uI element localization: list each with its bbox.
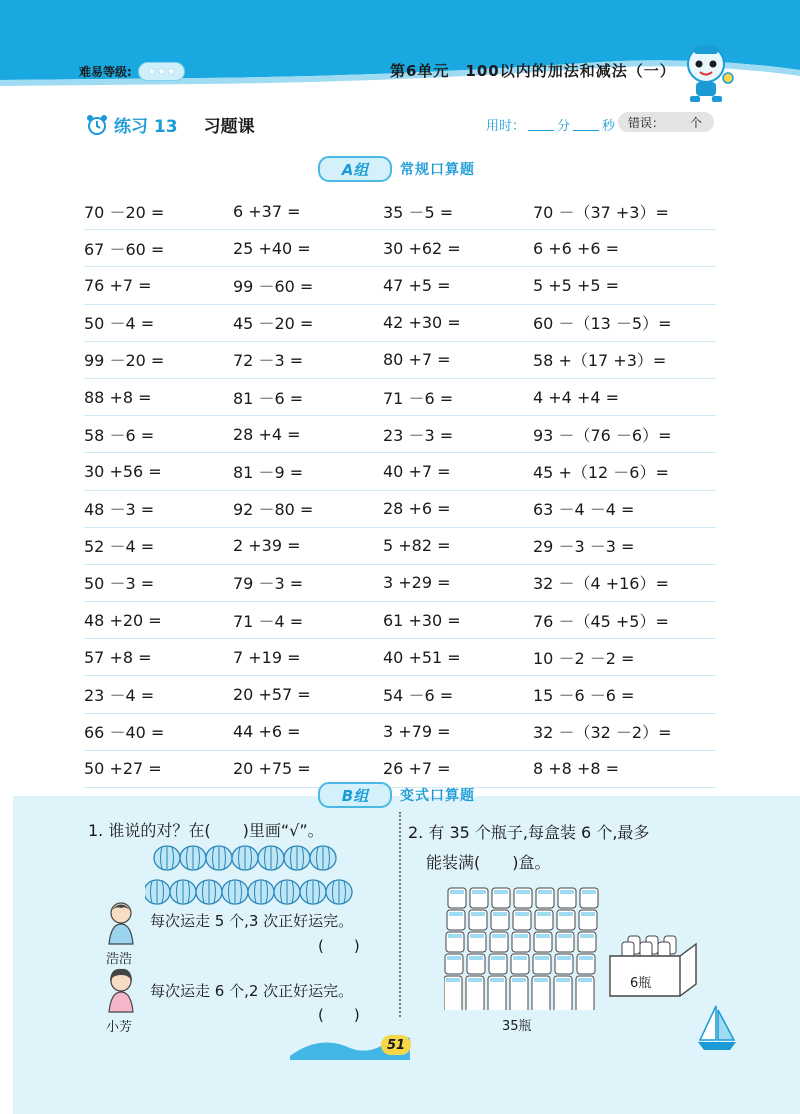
mascot-robot-icon xyxy=(676,40,736,106)
equation-item[interactable]: 61 +30 = xyxy=(383,610,461,630)
unit-title: 第6单元 100以内的加法和减法（一） xyxy=(390,62,676,80)
equation-item[interactable]: 26 +7 = xyxy=(383,759,451,779)
equation-item[interactable]: 48 +20 = xyxy=(84,610,162,630)
equation-row xyxy=(84,565,716,602)
equation-item[interactable]: 54 －6 = xyxy=(383,686,454,706)
column-divider xyxy=(399,812,401,1017)
bottle-box-icon xyxy=(608,932,700,998)
equation-item[interactable]: 7 +19 = xyxy=(233,647,301,667)
watermelon-group-icon xyxy=(145,842,355,912)
equation-item[interactable]: 81 －9 = xyxy=(233,462,304,482)
equation-item[interactable]: 93 －（76 －6）= xyxy=(533,425,672,445)
equation-item[interactable]: 76 －（45 +5）= xyxy=(533,611,669,631)
equation-item[interactable]: 70 －20 = xyxy=(84,202,165,222)
time-used xyxy=(486,115,615,134)
time-label: 用时： xyxy=(486,119,526,134)
question-1-text: 1. 谁说的对？在( )里画“√”。 xyxy=(88,821,324,840)
error-count xyxy=(618,112,714,132)
second-label: 秒 xyxy=(602,119,616,134)
equation-item[interactable]: 15 －6 －6 = xyxy=(533,686,635,706)
equation-row xyxy=(84,528,716,565)
answer-paren-1[interactable]: ( ) xyxy=(318,937,360,955)
group-b-banner xyxy=(318,782,475,808)
equation-item[interactable]: 32 －（4 +16）= xyxy=(533,574,669,594)
question-2-line-2[interactable]: 能装满( )盒。 xyxy=(426,853,551,872)
equation-item[interactable]: 40 +7 = xyxy=(383,461,451,481)
group-a-equations xyxy=(84,193,716,788)
equation-item[interactable]: 32 －（32 －2）= xyxy=(533,723,672,743)
minute-blank[interactable] xyxy=(528,118,554,131)
equation-row xyxy=(84,602,716,639)
equation-row xyxy=(84,676,716,713)
equation-item[interactable]: 4 +4 +4 = xyxy=(533,387,620,407)
answer-paren-2[interactable]: ( ) xyxy=(318,1006,360,1024)
equation-item[interactable]: 67 －60 = xyxy=(84,239,165,259)
equation-row xyxy=(84,342,716,379)
alarm-clock-icon xyxy=(86,114,108,136)
equation-item[interactable]: 30 +56 = xyxy=(84,461,162,481)
group-a-badge: A组 xyxy=(318,156,392,182)
equation-row xyxy=(84,639,716,676)
equation-item[interactable]: 2 +39 = xyxy=(233,536,301,556)
difficulty-stars-cloud xyxy=(138,62,186,81)
equation-item[interactable]: 50 －4 = xyxy=(84,314,155,334)
equation-item[interactable]: 29 －3 －3 = xyxy=(533,537,635,557)
equation-row xyxy=(84,714,716,751)
equation-item[interactable]: 81 －6 = xyxy=(233,388,304,408)
equation-item[interactable]: 28 +6 = xyxy=(383,499,451,519)
haohao-speech: 每次运走 5 个,3 次正好运完。 xyxy=(150,912,354,930)
equation-item[interactable]: 60 －（13 －5）= xyxy=(533,314,672,334)
equation-item[interactable]: 99 －60 = xyxy=(233,276,314,296)
equation-item[interactable]: 79 －3 = xyxy=(233,574,304,594)
equation-row xyxy=(84,267,716,304)
equation-item[interactable]: 88 +8 = xyxy=(84,387,152,407)
question-2-line-1: 2. 有 35 个瓶子,每盒装 6 个,最多 xyxy=(408,823,650,842)
equation-item[interactable]: 20 +75 = xyxy=(233,759,311,779)
equation-item[interactable]: 71 －6 = xyxy=(383,388,454,408)
equation-item[interactable]: 5 +5 +5 = xyxy=(533,275,620,295)
equation-row xyxy=(84,305,716,342)
xiaofang-name: 小芳 xyxy=(106,1020,133,1035)
box-caption: 6瓶 xyxy=(630,976,652,991)
equation-item[interactable]: 44 +6 = xyxy=(233,722,301,742)
group-b-badge: B组 xyxy=(318,782,392,808)
equation-item[interactable]: 76 +7 = xyxy=(84,275,152,295)
difficulty-level xyxy=(79,62,185,81)
equation-item[interactable]: 47 +5 = xyxy=(383,275,451,295)
equation-item[interactable]: 99 －20 = xyxy=(84,351,165,371)
equation-row xyxy=(84,193,716,230)
equation-item[interactable]: 66 －40 = xyxy=(84,723,165,743)
equation-item[interactable]: 92 －80 = xyxy=(233,500,314,520)
page-number: 51 xyxy=(381,1035,411,1055)
group-b-name: 变式口算题 xyxy=(400,788,475,804)
equation-item[interactable]: 40 +51 = xyxy=(383,647,461,667)
equation-item[interactable]: 80 +7 = xyxy=(383,350,451,370)
equation-item[interactable]: 35 －5 = xyxy=(383,202,454,222)
equation-item[interactable]: 6 +37 = xyxy=(233,201,301,221)
equation-item[interactable]: 58 +（17 +3）= xyxy=(533,351,667,371)
equation-item[interactable]: 3 +79 = xyxy=(383,722,451,742)
equation-item[interactable]: 45 －20 = xyxy=(233,314,314,334)
equation-item[interactable]: 48 －3 = xyxy=(84,500,155,520)
equation-item[interactable]: 30 +62 = xyxy=(383,238,461,258)
equation-item[interactable]: 58 －6 = xyxy=(84,425,155,445)
practice-title: 练习 13 xyxy=(114,117,178,137)
xiaofang-speech: 每次运走 6 个,2 次正好运完。 xyxy=(150,982,354,1000)
difficulty-label: 难易等级: xyxy=(79,65,132,79)
bottles-35-icon xyxy=(444,884,604,1010)
haohao-name: 浩浩 xyxy=(106,952,133,967)
bottles-caption: 35瓶 xyxy=(502,1019,532,1034)
equation-row xyxy=(84,230,716,267)
equation-item[interactable]: 45 +（12 －6）= xyxy=(533,462,669,482)
boy-haohao-icon xyxy=(104,900,138,946)
errors-unit: 个 xyxy=(690,115,703,130)
equation-row xyxy=(84,491,716,528)
equation-item[interactable]: 63 －4 －4 = xyxy=(533,500,635,520)
equation-item[interactable]: 6 +6 +6 = xyxy=(533,238,620,258)
star-icon: ★★★ xyxy=(146,65,177,78)
practice-header xyxy=(86,112,255,137)
equation-item[interactable]: 42 +30 = xyxy=(383,313,461,333)
equation-item[interactable]: 50 －3 = xyxy=(84,574,155,594)
equation-item[interactable]: 23 －4 = xyxy=(84,686,155,706)
equation-row xyxy=(84,453,716,490)
minute-label: 分 xyxy=(557,119,571,134)
second-blank[interactable] xyxy=(573,118,599,131)
equation-item[interactable]: 70 －（37 +3）= xyxy=(533,202,669,222)
equation-item[interactable]: 52 －4 = xyxy=(84,537,155,557)
errors-label: 错误： xyxy=(628,115,665,130)
practice-subtitle: 习题课 xyxy=(203,117,255,137)
equation-item[interactable]: 25 +40 = xyxy=(233,238,311,258)
group-a-banner xyxy=(318,156,475,182)
girl-xiaofang-icon xyxy=(104,968,138,1014)
equation-row xyxy=(84,416,716,453)
question-2-text xyxy=(408,818,728,878)
sailboat-icon xyxy=(694,1002,740,1054)
equation-item[interactable]: 28 +4 = xyxy=(233,424,301,444)
equation-item[interactable]: 5 +82 = xyxy=(383,536,451,556)
equation-item[interactable]: 71 －4 = xyxy=(233,611,304,631)
group-a-name: 常规口算题 xyxy=(400,162,475,178)
equation-item[interactable]: 57 +8 = xyxy=(84,647,152,667)
equation-item[interactable]: 10 －2 －2 = xyxy=(533,648,635,668)
equation-item[interactable]: 8 +8 +8 = xyxy=(533,759,620,779)
equation-item[interactable]: 72 －3 = xyxy=(233,351,304,371)
equation-item[interactable]: 20 +57 = xyxy=(233,685,311,705)
equation-item[interactable]: 23 －3 = xyxy=(383,425,454,445)
equation-item[interactable]: 50 +27 = xyxy=(84,759,162,779)
equation-row xyxy=(84,379,716,416)
equation-item[interactable]: 3 +29 = xyxy=(383,573,451,593)
